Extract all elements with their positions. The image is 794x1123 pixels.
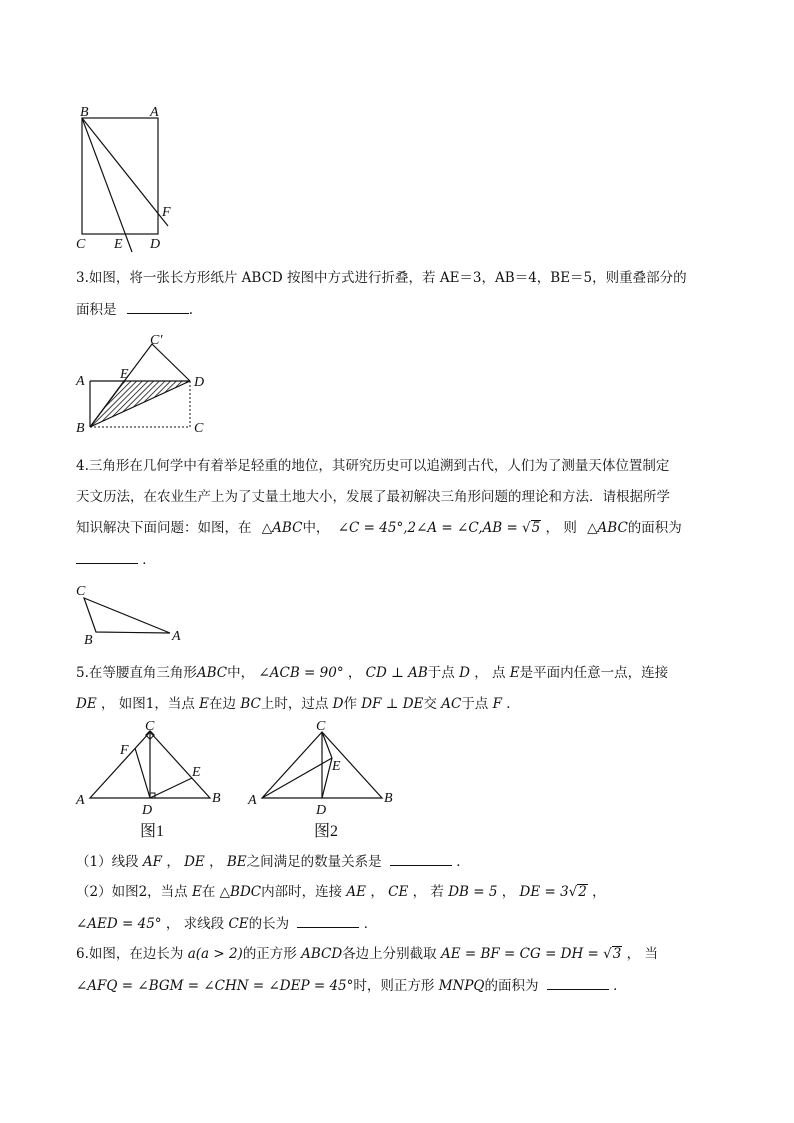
q6-math: ∠AFQ = ∠BGM = ∠CHN = ∠DEP = 45°	[76, 978, 354, 994]
label-B: B	[84, 633, 93, 648]
q5-math: AE	[346, 884, 367, 900]
q5-text: 在	[201, 884, 216, 900]
q5-radicand: 2	[578, 884, 587, 900]
label-D: D	[194, 375, 205, 390]
label-E: E	[120, 367, 129, 382]
label-C: C	[76, 584, 86, 599]
label-D: D	[150, 237, 161, 252]
q6-line2	[76, 975, 627, 996]
q6-end: ．	[613, 978, 627, 994]
answer-blank	[390, 851, 452, 866]
q3-text: 面积是	[76, 302, 117, 318]
q5-text: 于点	[427, 665, 455, 681]
q4-line4	[76, 549, 156, 570]
q5-math: AC	[441, 696, 462, 712]
q5-math: CE	[228, 916, 249, 932]
q5-text: 作	[343, 696, 357, 712]
q5-text: 在边	[209, 696, 237, 712]
q5-text: 上时，过点	[260, 696, 329, 712]
q5-math: ∠AED = 45°	[76, 916, 162, 932]
q5-end: ．	[456, 854, 470, 870]
q4-text-a: 知识解决下面问题：如图，在	[76, 520, 252, 536]
fig1-label-A: A	[76, 793, 85, 808]
figure-fold-shaded	[72, 332, 222, 436]
answer-blank	[127, 299, 189, 314]
label-A: A	[150, 105, 159, 120]
fig1-label-F: F	[120, 743, 129, 758]
fig2-label-A: A	[248, 793, 257, 808]
q5-sub2	[76, 882, 606, 902]
q6-line1	[76, 944, 658, 964]
q6-math: MNPQ	[438, 978, 485, 994]
answer-blank	[297, 913, 359, 928]
label-B: B	[80, 105, 89, 120]
q3-line2	[76, 299, 193, 320]
q5-math: D	[459, 665, 470, 681]
q5-math: AF	[142, 854, 163, 870]
q4-line3	[76, 518, 682, 538]
q4-math-abc-2: △ABC	[587, 520, 628, 536]
fig2-label-C: C	[316, 719, 326, 734]
q5-text: ，	[209, 854, 223, 870]
label-A: A	[172, 629, 181, 644]
q5-math: △BDC	[219, 884, 262, 900]
q4-math-abc: △ABC	[261, 520, 303, 536]
q5-math: E	[199, 696, 210, 712]
q6-text: 各边上分别截取	[342, 946, 437, 962]
q4-line2: 天文历法，在农业生产上为了丈量土地大小，发展了最初解决三角形问题的理论和方法．请根据所学	[76, 489, 670, 505]
q4-math-radicand: 5	[531, 520, 541, 536]
q3-end: .	[188, 302, 194, 318]
label-A: A	[76, 374, 85, 389]
q4-text-d: 的面积为	[627, 520, 682, 536]
caption-figure-2: 图2	[314, 823, 339, 840]
fig2-label-E: E	[332, 759, 341, 774]
q5-math: E	[191, 884, 202, 900]
q5-text: 5.在等腰直角三角形	[76, 665, 197, 681]
label-B: B	[76, 421, 85, 436]
q5-text: ， 求线段	[165, 916, 225, 932]
q6-text: 的面积为	[484, 978, 539, 994]
q4-end: ．	[142, 552, 156, 568]
q6-text: ， 当	[626, 946, 658, 962]
q5-text: ，	[592, 884, 606, 900]
label-C: C	[194, 421, 204, 436]
q6-math: a(a > 2)	[187, 946, 243, 962]
q5-math: BC	[240, 696, 261, 712]
q5-sub3	[76, 913, 377, 934]
q5-math: ABC	[196, 665, 228, 681]
figure-isosceles-right-triangles	[70, 718, 410, 844]
caption-figure-1: 图1	[140, 823, 165, 840]
q6-text: 的正方形	[242, 946, 297, 962]
q5-text: ， 如图1，当点	[100, 696, 195, 712]
q5-line1	[76, 663, 668, 683]
q6-math: AE = BF = CG = DH = √	[440, 946, 612, 962]
q5-text: （2）如图2，当点	[76, 884, 188, 900]
label-F: F	[162, 205, 171, 220]
q5-text: ，	[501, 884, 516, 900]
q6-math: ABCD	[301, 946, 343, 962]
q5-text: 是平面内任意一点，连接	[519, 665, 669, 681]
q5-math: DF ⊥ DE	[361, 696, 424, 712]
fig1-label-B: B	[212, 791, 221, 806]
q5-end: ．	[363, 916, 378, 932]
q3-line1: 3.如图，将一张长方形纸片 ABCD 按图中方式进行折叠，若 AE＝3，AB＝4，BE＝5，则重叠部分的	[76, 270, 687, 286]
label-C: C	[76, 237, 86, 252]
fig1-label-E: E	[192, 765, 201, 780]
q5-text: ，	[347, 665, 362, 681]
q4-line1: 4.三角形在几何学中有着举足轻重的地位，其研究历史可以追溯到古代，人们为了测量天体位置制定	[76, 458, 670, 474]
q4-math-condition: ∠C = 45°,2∠A = ∠C,AB = √	[337, 520, 531, 536]
fig2-label-D: D	[316, 803, 327, 818]
q5-math: DE	[76, 696, 97, 712]
q4-text-c: ， 则	[545, 520, 577, 536]
fig1-label-D: D	[142, 803, 153, 818]
q5-line2	[76, 694, 520, 714]
q5-math: CE	[388, 884, 409, 900]
q5-text: 于点	[461, 696, 489, 712]
label-C-prime: C′	[150, 333, 163, 348]
q5-math: CD ⊥ AB	[365, 665, 428, 681]
q5-text: ， 若	[412, 884, 444, 900]
q5-math: BE	[226, 854, 247, 870]
label-E: E	[114, 237, 123, 252]
q5-text: ，	[166, 854, 180, 870]
q5-text: （1）线段	[76, 854, 139, 870]
q5-text: 交	[423, 696, 437, 712]
fig2-label-B: B	[384, 791, 393, 806]
q6-radicand: 3	[612, 946, 622, 962]
q5-math: DB = 5	[448, 884, 498, 900]
q5-text: ，	[370, 884, 384, 900]
q5-text: 中，	[227, 665, 255, 681]
q5-math: D	[332, 696, 344, 712]
q4-text-b: 中，	[302, 520, 330, 536]
q5-text: 的长为	[248, 916, 290, 932]
q5-text: 之间满足的数量关系是	[246, 854, 382, 870]
figure-rectangle-fold	[70, 100, 190, 260]
q5-math: ∠ACB = 90°	[258, 665, 344, 681]
figure-triangle-abc	[72, 580, 192, 650]
q5-math: DE = 3√	[519, 884, 578, 900]
q5-math: DE	[184, 854, 205, 870]
fig1-label-C: C	[145, 719, 155, 734]
q6-text: 6.如图，在边长为	[76, 946, 184, 962]
q5-text: ， 点	[474, 665, 506, 681]
q5-sub1	[76, 851, 470, 872]
q5-math: E	[509, 665, 520, 681]
answer-blank	[547, 975, 609, 990]
q5-text: ．	[506, 696, 520, 712]
q6-text: 时，则正方形	[353, 978, 435, 994]
q5-text: 内部时，连接	[261, 884, 343, 900]
answer-blank	[76, 549, 138, 564]
q5-math: F	[492, 696, 502, 712]
